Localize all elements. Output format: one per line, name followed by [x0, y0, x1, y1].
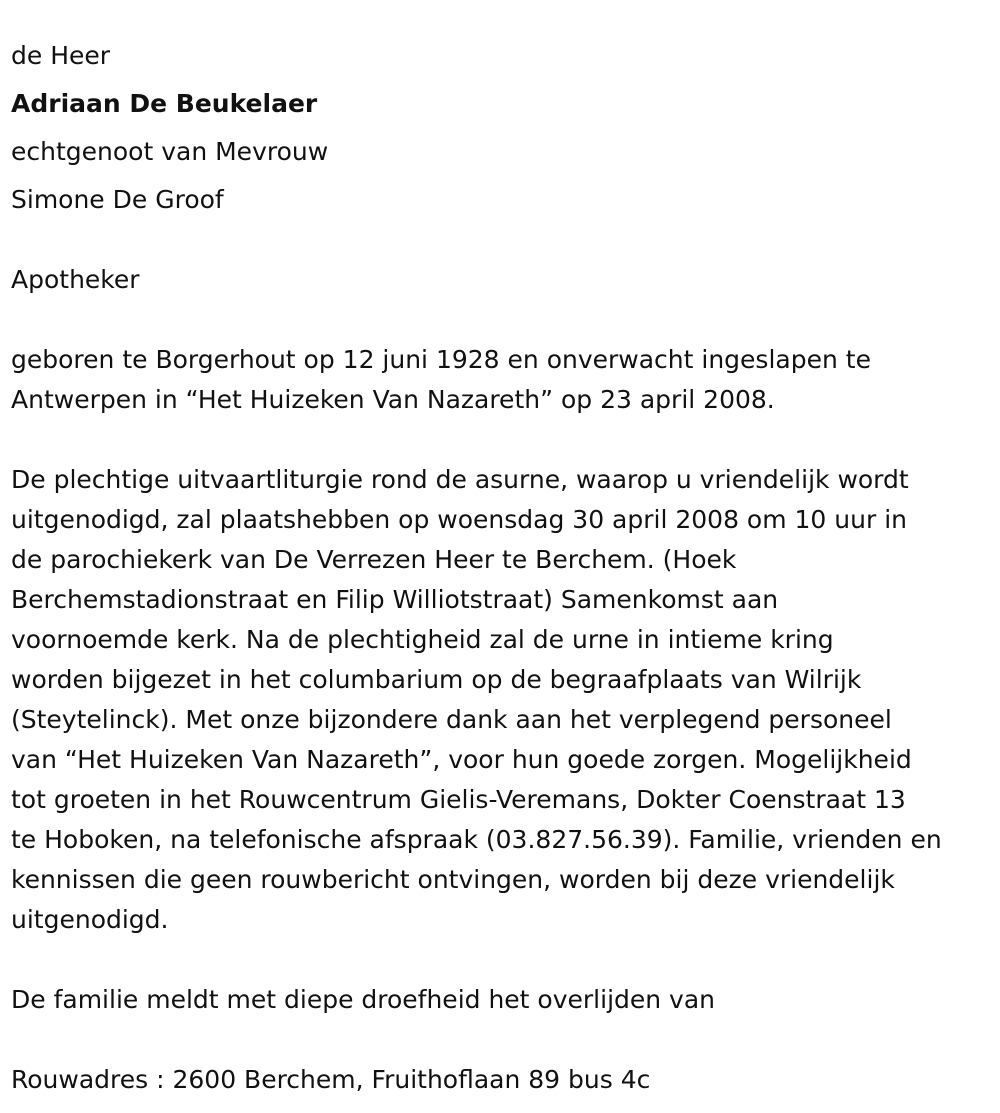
ceremony-line: de parochiekerk van De Verrezen Heer te Berchem. (Hoek — [11, 545, 737, 574]
ceremony-line: tot groeten in het Rouwcentrum Gielis-Veremans, Dokter Coenstraat 13 — [11, 785, 906, 814]
ceremony-line: Berchemstadionstraat en Filip Williotstraat) Samenkomst aan — [11, 585, 779, 614]
ceremony-line: kennissen die geen rouwbericht ontvingen, worden bij deze vriendelijk — [11, 865, 895, 894]
ceremony-line: uitgenodigd, zal plaatshebben op woensdag 30 april 2008 om 10 uur in — [11, 505, 907, 534]
birth-death-line: Antwerpen in “Het Huizeken Van Nazareth” op 23 april 2008. — [11, 385, 775, 414]
ceremony-line: (Steytelinck). Met onze bijzondere dank aan het verplegend personeel — [11, 705, 892, 734]
birth-death-paragraph — [11, 340, 996, 420]
ceremony-paragraph — [11, 460, 996, 940]
ceremony-line: van “Het Huizeken Van Nazareth”, voor hun goede zorgen. Mogelijkheid — [11, 745, 912, 774]
ceremony-line: worden bijgezet in het columbarium op de begraafplaats van Wilrijk — [11, 665, 862, 694]
spouse-name: Simone De Groof — [11, 185, 224, 214]
ceremony-line: De plechtige uitvaartliturgie rond de asurne, waarop u vriendelijk wordt — [11, 465, 909, 494]
title-prefix: de Heer — [11, 41, 111, 70]
spouse-relation: echtgenoot van Mevrouw — [11, 137, 329, 166]
birth-death-line: geboren te Borgerhout op 12 juni 1928 en onverwacht ingeslapen te — [11, 345, 871, 374]
ceremony-line: te Hoboken, na telefonische afspraak (03.827.56.39). Familie, vrienden en — [11, 825, 942, 854]
profession: Apotheker — [11, 265, 140, 294]
ceremony-line: voornoemde kerk. Na de plechtigheid zal de urne in intieme kring — [11, 625, 834, 654]
ceremony-line: uitgenodigd. — [11, 905, 169, 934]
deceased-name: Adriaan De Beukelaer — [11, 89, 318, 118]
family-announcement: De familie meldt met diepe droefheid het overlijden van — [11, 985, 716, 1014]
mourning-address: Rouwadres : 2600 Berchem, Fruithoflaan 89 bus 4c — [11, 1065, 651, 1094]
